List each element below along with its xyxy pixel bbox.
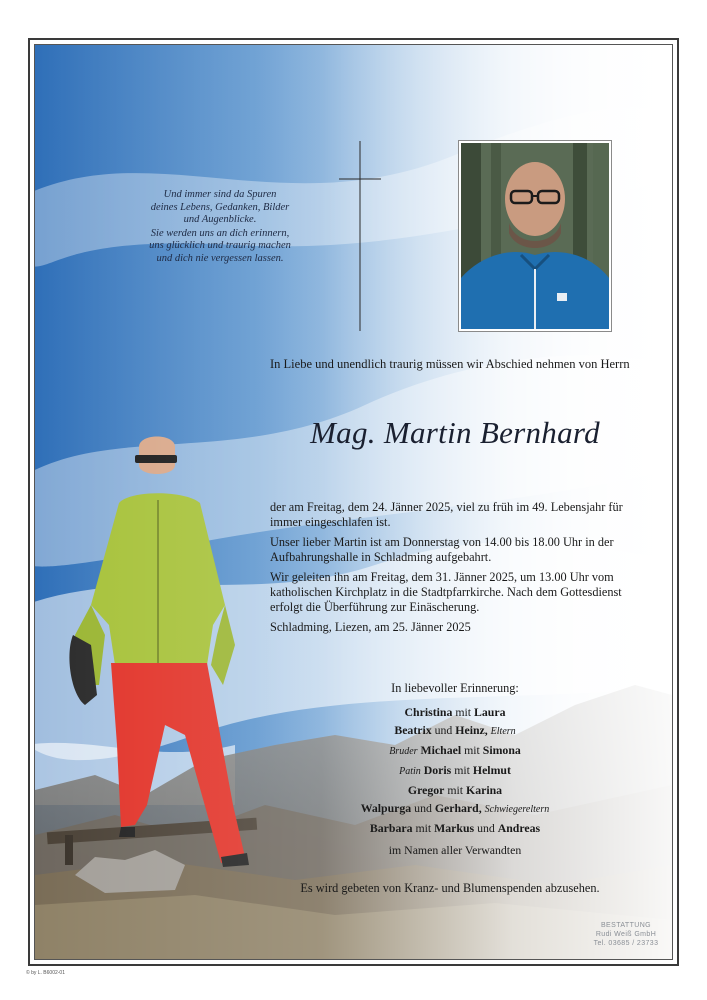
quote-line: und Augenblicke. bbox=[183, 214, 257, 225]
quote-line: und dich nie vergessen lassen. bbox=[156, 252, 284, 264]
mourner-row: Bruder Michael mit Simona bbox=[389, 743, 521, 757]
mourner-row: Gregor mit Karina bbox=[407, 783, 503, 797]
mourner-row: Beatrix und Heinz, Eltern bbox=[394, 723, 516, 737]
mourner-row: Patin Doris mit Helmut bbox=[399, 763, 511, 777]
quote-line: deines Lebens, Gedanken, Bilder bbox=[150, 201, 290, 213]
portrait-photo bbox=[458, 140, 612, 332]
obituary-card bbox=[34, 44, 673, 960]
stamp-line: Rudi Weiß GmbH bbox=[595, 931, 657, 938]
viewing-notice: Unser lieber Martin ist am Donnerstag von 14.00 bis 18.00 Uhr in der Aufbahrungshalle in Schladming aufgebahrt. bbox=[270, 535, 614, 564]
donation-request: Es wird gebeten von Kranz- und Blumenspenden abzusehen. bbox=[300, 881, 600, 895]
death-notice: der am Freitag, dem 24. Jänner 2025, viel zu früh im 49. Lebensjahr für immer eingeschlafen ist. bbox=[270, 500, 623, 529]
obituary-body bbox=[270, 500, 650, 640]
cross-icon bbox=[335, 141, 383, 331]
mourner-row: Walpurga und Gerhard, Schwiegereltern bbox=[360, 801, 550, 815]
intro-text: In Liebe und unendlich traurig müssen wir Abschied nehmen von Herrn bbox=[270, 357, 630, 371]
stamp-line: Tel. 03685 / 23733 bbox=[593, 940, 659, 947]
funeral-home-stamp bbox=[581, 921, 671, 948]
deceased-name: Mag. Martin Bernhard bbox=[310, 415, 600, 450]
memorial-quote bbox=[115, 189, 325, 266]
quote-line: Und immer sind da Spuren bbox=[163, 189, 277, 200]
quote-line: uns glücklich und traurig machen bbox=[149, 240, 291, 251]
print-id: © by L. B6002-01 bbox=[26, 970, 65, 976]
mourner-row: Christina mit Laura bbox=[404, 705, 506, 719]
mourner-row: Barbara mit Markus und Andreas bbox=[369, 821, 541, 835]
mourners-heading: In liebevoller Erinnerung: bbox=[391, 681, 519, 695]
stamp-line: BESTATTUNG bbox=[600, 922, 652, 929]
mourners-closing: im Namen aller Verwandten bbox=[388, 843, 522, 857]
place-date: Schladming, Liezen, am 25. Jänner 2025 bbox=[270, 620, 471, 634]
mourners-list bbox=[290, 679, 620, 859]
funeral-notice: Wir geleiten ihn am Freitag, dem 31. Jänner 2025, um 13.00 Uhr vom katholischen Kirchplatz in die Stadtpfarrkirche. Nach dem Gottesdienst erfolgt die Überführung zur Einäscherung. bbox=[270, 570, 622, 614]
quote-line: Sie werden uns an dich erinnern, bbox=[150, 227, 290, 239]
